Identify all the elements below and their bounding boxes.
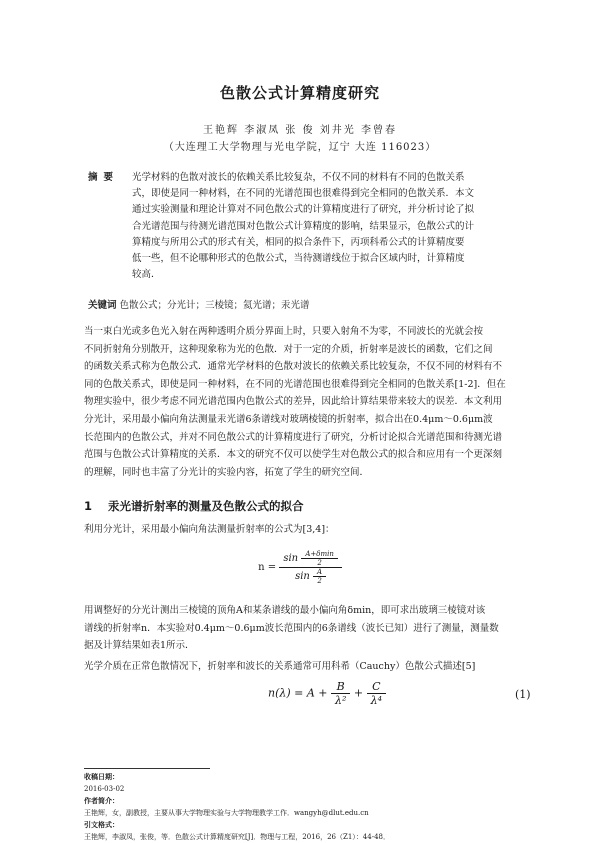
intro-line: 范围与色散公式计算精度的关系．本文的研究不仅可以使学生对色散公式的拟合和应用有一个更深刻	[84, 449, 503, 461]
method-line: 利用分光计，采用最小偏向角法测量折射率的公式为[3,4]：	[84, 524, 335, 535]
numerator-arg-bottom: 2	[317, 559, 322, 567]
denominator-arg-bottom: 2	[317, 577, 322, 585]
abstract-line: 较高．	[132, 269, 161, 281]
section-heading	[84, 498, 304, 514]
sin-function: sin	[295, 571, 310, 582]
measurement-line: 谱线的折射率n．本实验对0.4μm～0.6μm波长范围内的6条谱线（波长已知）进行了测量，测量数	[84, 622, 499, 634]
formula-numerator	[279, 550, 342, 568]
intro-paragraph	[84, 323, 536, 481]
formula-lhs: n =	[258, 562, 277, 573]
author-bio: 王艳辉，女，副教授，主要从事大学物理实验与大学物理教学工作．wangyh@dlut.edu.cn	[84, 809, 369, 817]
cauchy-lambda2: λ²	[335, 694, 347, 707]
footnote-citation	[84, 819, 544, 843]
cauchy-lambda4: λ⁴	[370, 694, 383, 707]
cauchy-term-c	[367, 680, 386, 707]
cauchy-plus: +	[353, 686, 364, 700]
author-list: 王艳辉 李淑凤 张 俊 刘井光 李曾春	[203, 125, 397, 136]
cauchy-lhs: n(λ) = A +	[268, 686, 328, 700]
footnote-received	[84, 771, 544, 795]
formula-denominator	[279, 568, 342, 585]
equation-number: (1)	[515, 688, 531, 701]
footnotes	[84, 771, 544, 843]
cauchy-line: 光学介质在正常色散情况下，折射率和波长的关系通常可用科希（Cauchy）色散公式描述[5]	[84, 661, 476, 672]
section-title: 汞光谱折射率的测量及色散公式的拟合	[108, 499, 304, 513]
numerator-argument	[301, 550, 338, 567]
intro-line: 长范围内的色散公式，并对不同色散公式的计算精度进行了研究，分析讨论拟合光谱范围和待测光谱	[84, 431, 503, 443]
affiliation: （大连理工大学物理与光电学院，辽宁 大连 116023）	[163, 142, 437, 153]
abstract-line: 低一些，但不论哪种形式的色散公式，当待测谱线位于拟合区域内时，计算精度	[132, 253, 465, 265]
intro-line: 物理实验中，很少考虑不同光谱范围内色散公式的差异，因此给计算结果带来较大的误差．本文利用	[84, 396, 503, 408]
refractive-index-formula	[0, 550, 600, 585]
cauchy-b: B	[331, 680, 350, 694]
section-number: 1	[84, 499, 93, 513]
citation-text: 王艳辉，李淑凤，张俊，等．色散公式计算精度研究[J]．物理与工程，2016，26（Z1）：44-48．	[84, 833, 390, 841]
footnote-divider	[84, 768, 210, 769]
formula-fraction	[279, 550, 342, 585]
numerator-arg-top: A+δmin	[301, 550, 338, 559]
measurement-paragraph	[84, 602, 536, 655]
abstract-line: 光学材料的色散对波长的依赖关系比较复杂，不仅不同的材料有不同的色散关系	[132, 172, 465, 183]
received-label: 收稿日期：	[84, 773, 119, 781]
intro-line: 同的色散关系式，即使是同一种材料，在不同的光谱范围也很难得到完全相同的色散关系[1-2]．但在	[84, 378, 506, 390]
abstract-line: 算精度与所用公式的形式有关，相同的拟合条件下，丙项科希公式的计算精度要	[132, 236, 465, 248]
intro-line: 不同折射角分别散开，这种现象称为光的色散．对于一定的介质，折射率是波长的函数，它们之间	[84, 343, 493, 355]
abstract-line: 合光谱范围与待测光谱范围对色散公式计算精度的影响，结果显示，色散公式的计	[132, 220, 475, 232]
sin-function: sin	[283, 553, 299, 564]
author-bio-label: 作者简介：	[84, 797, 119, 805]
intro-line: 的函数关系式称为色散公式．通常光学材料的色散对波长的依赖关系比较复杂，不仅不同的材料有不	[84, 361, 503, 373]
cauchy-c: C	[367, 680, 386, 694]
keywords-block	[88, 297, 538, 311]
intro-line: 当一束白光或多色光入射在两种透明介质分界面上时，只要入射角不为零，不同波长的光就会按	[84, 326, 484, 337]
abstract-line: 式，即使是同一种材料，在不同的光谱范围也很难得到完全相同的色散关系．本文	[132, 188, 475, 200]
abstract-block	[88, 170, 528, 283]
measurement-line: 据及计算结果如表1所示．	[84, 640, 195, 652]
denominator-arg-top: A	[313, 568, 326, 577]
abstract-label: 摘要	[88, 172, 120, 183]
intro-line: 分光计，采用最小偏向角法测量汞光谱6条谱线对玻璃棱镜的折射率，拟合出在0.4μm～0.6μm波	[84, 413, 493, 425]
keywords-text: 色散公式；分光计；三棱镜；氦光谱；汞光谱	[119, 300, 310, 311]
citation-label: 引文格式：	[84, 821, 119, 829]
measurement-line: 用调整好的分光计测出三棱镜的顶角A和某条谱线的最小偏向角δmin，即可求出玻璃三棱镜对该	[84, 605, 486, 616]
abstract-line: 通过实验测量和理论计算对不同色散公式的计算精度进行了研究，并分析讨论了拟	[132, 204, 475, 216]
cauchy-paragraph	[84, 658, 536, 676]
cauchy-term-b	[331, 680, 350, 707]
method-paragraph	[84, 521, 536, 539]
paper-title: 色散公式计算精度研究	[219, 84, 380, 102]
denominator-argument	[313, 568, 326, 585]
intro-line: 的理解，同时也丰富了分光计的实验内容，拓宽了学生的研究空间．	[84, 466, 370, 478]
keywords-label: 关键词	[88, 300, 117, 311]
footnote-author	[84, 795, 544, 819]
received-date: 2016-03-02	[84, 785, 125, 793]
cauchy-expression	[268, 680, 386, 707]
abstract-text	[132, 170, 528, 283]
